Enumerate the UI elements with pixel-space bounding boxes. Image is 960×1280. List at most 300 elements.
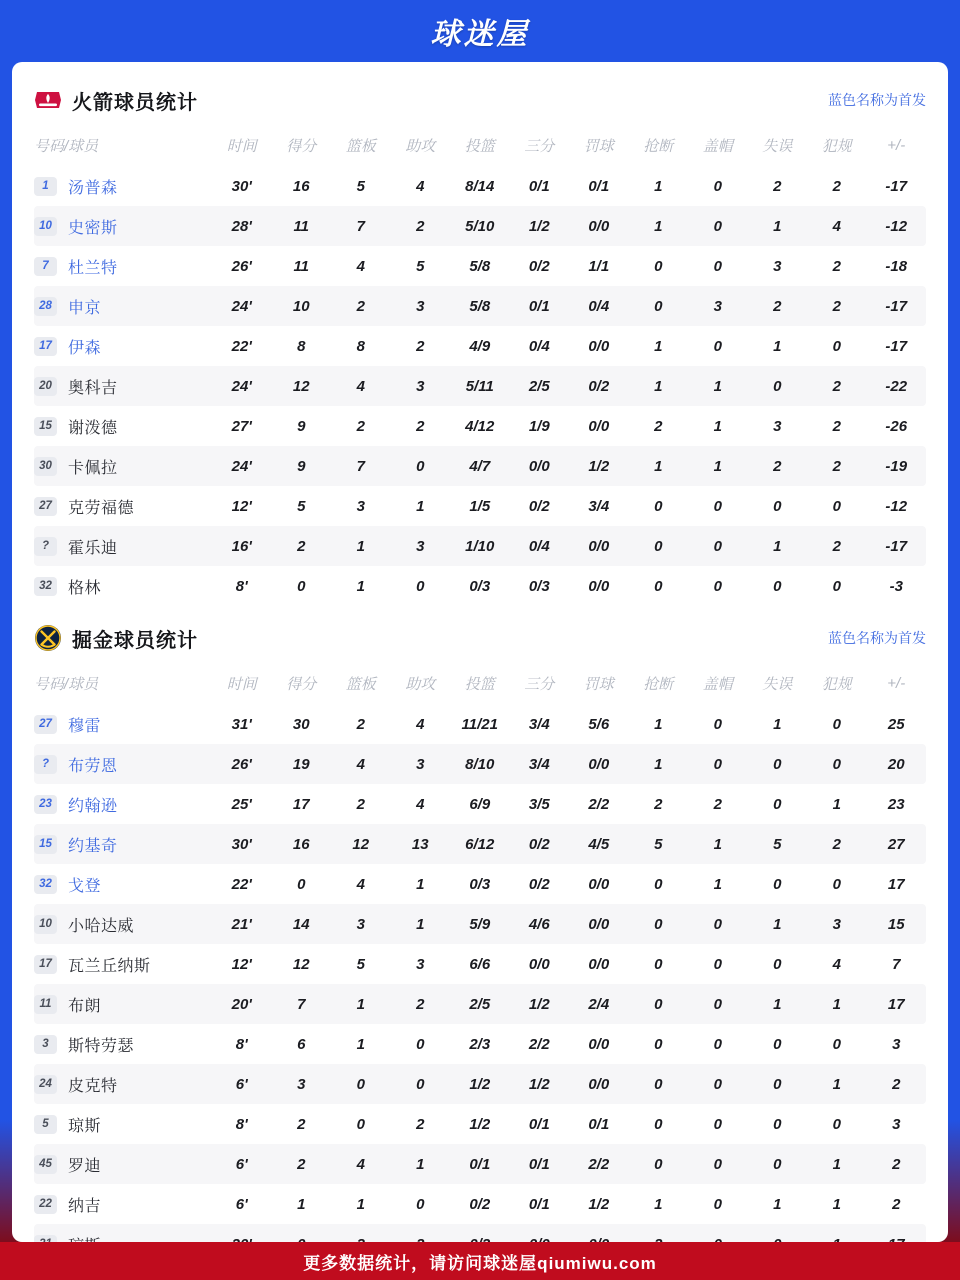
player-cell [34, 753, 212, 776]
stat-value: 3 [416, 537, 425, 555]
stat-value: 0/2 [528, 497, 550, 515]
stat-value: 0 [654, 1075, 663, 1093]
stat-value: 0 [654, 257, 663, 275]
stat-value: 1 [832, 795, 841, 813]
player-row [34, 864, 926, 904]
stat-value: 0 [713, 577, 722, 595]
player-name[interactable]: 纳吉 [68, 1197, 102, 1215]
player-cell [34, 415, 212, 438]
jersey-number-badge: 1 [34, 177, 57, 196]
stat-value: -17 [885, 337, 908, 355]
player-name[interactable]: 布劳恩 [68, 757, 118, 775]
stat-value: 0 [713, 755, 722, 773]
stat-value: 16' [231, 537, 252, 555]
stat-value: 0/0 [588, 755, 610, 773]
stat-value: 0 [773, 377, 782, 395]
stat-value: 5 [356, 177, 365, 195]
stat-value: -17 [885, 297, 908, 315]
stat-value: 0/4 [528, 537, 550, 555]
stat-value: 1/2 [528, 995, 550, 1013]
rockets-section [34, 76, 926, 606]
stat-value: 1 [713, 835, 722, 853]
stat-value: 2 [773, 297, 782, 315]
stat-value: 7 [356, 217, 365, 235]
stat-value: 3/4 [528, 715, 550, 733]
stat-value: 0 [773, 1115, 782, 1133]
stat-value: 0 [773, 1035, 782, 1053]
jersey-number-badge: 27 [34, 497, 57, 516]
stat-value: 2 [416, 217, 425, 235]
column-header: 盖帽 [702, 137, 733, 155]
stat-value: 0 [713, 217, 722, 235]
stat-value: 8/14 [465, 177, 495, 195]
stat-value: 0 [713, 337, 722, 355]
stat-value: 0/2 [528, 875, 550, 893]
stat-value: 2 [773, 457, 782, 475]
stat-value: 12' [231, 955, 252, 973]
player-cell [34, 953, 212, 976]
stat-value: 0 [654, 875, 663, 893]
stat-value: 1 [654, 377, 663, 395]
stat-value: 4 [832, 217, 841, 235]
stat-value: 0/0 [588, 955, 610, 973]
stat-value: 2 [416, 337, 425, 355]
stat-value: 1/2 [469, 1115, 491, 1133]
stat-value: 26' [231, 257, 252, 275]
stat-value: 0 [654, 955, 663, 973]
stat-value: 24' [231, 457, 252, 475]
stat-value: 1 [713, 457, 722, 475]
player-row [34, 904, 926, 944]
nuggets-section [34, 614, 926, 1264]
stat-value: 0/0 [588, 915, 610, 933]
stat-value: 0/0 [528, 457, 550, 475]
stat-value: 0/0 [588, 1075, 610, 1093]
stat-value: 0 [713, 1035, 722, 1053]
section-header [34, 614, 926, 662]
stat-value: 0 [773, 1075, 782, 1093]
stat-value: 2/4 [588, 995, 610, 1013]
player-name[interactable]: 汤普森 [68, 179, 118, 197]
stat-value: -17 [885, 177, 908, 195]
stat-value: 0/2 [588, 377, 610, 395]
stat-value: 0 [356, 1075, 365, 1093]
player-row [34, 1144, 926, 1184]
stat-value: 28' [231, 217, 252, 235]
stat-value: 0/0 [588, 217, 610, 235]
stat-value: 4 [416, 177, 425, 195]
stat-value: 1 [773, 537, 782, 555]
stat-value: 2/2 [588, 795, 610, 813]
stat-value: 1 [654, 337, 663, 355]
stat-value: 8' [235, 577, 248, 595]
stat-value: 25' [231, 795, 252, 813]
player-cell [34, 1073, 212, 1096]
player-row [34, 406, 926, 446]
stat-value: 24' [231, 377, 252, 395]
stat-value: 10 [292, 297, 310, 315]
stat-value: 2 [892, 1195, 901, 1213]
player-name[interactable]: 霍乐迪 [68, 539, 118, 557]
stat-value: 0 [654, 497, 663, 515]
stat-value: 5/9 [469, 915, 491, 933]
stat-value: 0/2 [528, 835, 550, 853]
stat-value: 2 [892, 1075, 901, 1093]
stat-value: 1 [356, 577, 365, 595]
stat-value: 0 [773, 875, 782, 893]
stat-value: 1 [832, 1195, 841, 1213]
stat-value: 0 [654, 1155, 663, 1173]
stat-value: 4 [356, 755, 365, 773]
stat-value: 2 [297, 537, 306, 555]
column-header: 犯规 [821, 137, 852, 155]
column-header: 失误 [762, 675, 793, 693]
stat-value: 3 [773, 257, 782, 275]
stat-value: 0 [654, 577, 663, 595]
stat-value: 1/10 [465, 537, 495, 555]
stat-value: 27 [887, 835, 905, 853]
stat-value: 0 [654, 1035, 663, 1053]
stat-value: 1 [416, 497, 425, 515]
stat-value: 2 [773, 177, 782, 195]
stat-value: 1 [356, 537, 365, 555]
stat-value: 1/2 [528, 217, 550, 235]
player-table [34, 166, 926, 606]
stat-value: -18 [885, 257, 908, 275]
stat-value: 1 [773, 715, 782, 733]
player-name[interactable]: 约基奇 [68, 837, 118, 855]
player-name[interactable]: 琼斯 [68, 1117, 102, 1135]
player-cell [34, 455, 212, 478]
stat-value: 5 [416, 257, 425, 275]
player-name[interactable]: 伊森 [68, 339, 102, 357]
stat-value: 2 [654, 795, 663, 813]
stat-value: 2 [892, 1155, 901, 1173]
stat-value: 21' [231, 915, 252, 933]
stat-value: 31' [231, 715, 252, 733]
stat-value: 0 [713, 177, 722, 195]
stat-value: 1 [416, 875, 425, 893]
stat-value: 16 [292, 835, 310, 853]
stat-value: 0/0 [588, 417, 610, 435]
stat-value: 0/4 [588, 297, 610, 315]
player-name[interactable]: 杜兰特 [68, 259, 118, 277]
nuggets-logo-icon [34, 624, 62, 652]
jersey-number-badge: 20 [34, 377, 57, 396]
stat-value: -12 [885, 217, 908, 235]
player-cell [34, 175, 212, 198]
player-row [34, 704, 926, 744]
stat-value: 0/0 [588, 875, 610, 893]
column-header: 时间 [226, 137, 257, 155]
qiumiwu-logo: 球迷屋 [430, 18, 530, 51]
stat-value: 0 [832, 715, 841, 733]
column-header: 得分 [286, 137, 317, 155]
stat-value: 5 [654, 835, 663, 853]
stat-value: 0 [713, 1195, 722, 1213]
player-row [34, 944, 926, 984]
player-row [34, 326, 926, 366]
stat-value: -3 [889, 577, 903, 595]
starter-note: 蓝色名称为首发 [828, 630, 926, 646]
stat-value: 3/4 [588, 497, 610, 515]
stat-value: -17 [885, 537, 908, 555]
player-row [34, 566, 926, 606]
stat-value: 3 [356, 915, 365, 933]
stat-value: 6/9 [469, 795, 491, 813]
stat-value: 11 [293, 217, 310, 235]
stat-value: 1 [773, 995, 782, 1013]
player-row [34, 744, 926, 784]
player-name[interactable]: 罗迪 [68, 1157, 102, 1175]
stat-value: 0/1 [528, 1115, 550, 1133]
player-row [34, 784, 926, 824]
stat-value: 0/1 [528, 1155, 550, 1173]
app-footer [0, 1242, 960, 1280]
stat-value: 4 [832, 955, 841, 973]
player-cell [34, 1033, 212, 1056]
stat-value: 8' [235, 1035, 248, 1053]
stat-value: 5/8 [469, 257, 491, 275]
stat-value: 0 [773, 1155, 782, 1173]
player-cell [34, 1193, 212, 1216]
stat-value: 0/0 [528, 955, 550, 973]
stat-value: 0 [773, 577, 782, 595]
stat-value: 0 [832, 577, 841, 595]
jersey-number-badge: 23 [34, 795, 57, 814]
stat-value: 5/8 [469, 297, 491, 315]
stat-value: 1/9 [528, 417, 550, 435]
column-header: 得分 [286, 675, 317, 693]
stat-value: 14 [292, 915, 310, 933]
player-name[interactable]: 奥科吉 [68, 379, 118, 397]
player-name[interactable]: 小哈达威 [68, 917, 135, 935]
stat-value: 19 [292, 755, 310, 773]
stat-value: 2 [832, 835, 841, 853]
stat-value: 0/1 [588, 1115, 610, 1133]
player-row [34, 166, 926, 206]
stat-value: 2 [832, 417, 841, 435]
jersey-number-badge: 22 [34, 1195, 57, 1214]
stat-value: 30' [231, 835, 252, 853]
stat-value: 0 [832, 337, 841, 355]
stat-value: 0 [654, 1115, 663, 1133]
stat-value: 1 [773, 217, 782, 235]
stat-value: 2/5 [469, 995, 491, 1013]
stat-value: 1 [297, 1195, 306, 1213]
stat-value: 3 [356, 497, 365, 515]
stat-value: 3 [773, 417, 782, 435]
stat-value: -12 [885, 497, 908, 515]
player-name[interactable]: 斯特劳瑟 [68, 1037, 135, 1055]
player-cell [34, 993, 212, 1016]
player-row [34, 1024, 926, 1064]
player-cell [34, 295, 212, 318]
jersey-number-badge: 17 [34, 337, 57, 356]
stat-value: 3 [297, 1075, 306, 1093]
stat-value: 13 [411, 835, 429, 853]
stat-value: 6' [235, 1155, 248, 1173]
stat-value: 12 [292, 377, 310, 395]
stat-value: 0 [654, 995, 663, 1013]
stat-value: 0/3 [528, 577, 550, 595]
stat-value: 2 [832, 457, 841, 475]
stat-value: 1 [832, 995, 841, 1013]
player-name[interactable]: 穆雷 [68, 717, 102, 735]
jersey-number-badge: 32 [34, 577, 57, 596]
stat-value: 4/6 [528, 915, 550, 933]
section-title: 火箭球员统计 [72, 91, 198, 114]
stat-value: 1 [773, 1195, 782, 1213]
stat-value: 0 [773, 755, 782, 773]
player-cell [34, 575, 212, 598]
stat-value: 6/6 [469, 955, 491, 973]
column-header: 助攻 [405, 675, 436, 693]
jersey-number-badge: 10 [34, 217, 57, 236]
stat-value: 4/12 [465, 417, 495, 435]
player-cell [34, 913, 212, 936]
stat-value: 5/11 [465, 377, 494, 395]
stat-value: 0 [416, 577, 425, 595]
stat-value: 0/3 [469, 875, 491, 893]
stat-value: 4 [356, 875, 365, 893]
stat-value: 9 [297, 457, 306, 475]
stat-value: 2/5 [528, 377, 550, 395]
stat-value: 1/5 [469, 497, 491, 515]
stat-value: 24' [231, 297, 252, 315]
stat-value: 2/2 [588, 1155, 610, 1173]
stat-value: 1 [654, 177, 663, 195]
player-cell [34, 335, 212, 358]
stat-value: 0 [832, 497, 841, 515]
stat-value: 2 [832, 377, 841, 395]
stat-value: 0 [773, 955, 782, 973]
stat-value: 6' [235, 1075, 248, 1093]
stat-value: 0 [832, 875, 841, 893]
player-cell [34, 713, 212, 736]
footer-text: 更多数据统计，请访问球迷屋qiumiwu.com [303, 1253, 657, 1273]
stat-value: -26 [885, 417, 908, 435]
stat-value: 30' [231, 177, 252, 195]
stat-value: 2 [654, 417, 663, 435]
stat-value: 2 [356, 297, 365, 315]
player-cell [34, 1113, 212, 1136]
jersey-number-badge: 24 [34, 1075, 57, 1094]
player-row [34, 286, 926, 326]
player-name[interactable]: 申京 [68, 299, 102, 317]
stat-value: 0 [832, 1035, 841, 1053]
column-header-row [34, 662, 926, 704]
stat-value: 0/4 [528, 337, 550, 355]
stat-value: 0/3 [469, 577, 491, 595]
stat-value: 1/2 [588, 1195, 610, 1213]
jersey-number-badge: ? [34, 537, 57, 556]
stat-value: 12' [231, 497, 252, 515]
stat-value: 2 [356, 795, 365, 813]
player-name[interactable]: 谢泼德 [68, 419, 118, 437]
player-name[interactable]: 克劳福德 [68, 499, 135, 517]
stat-value: 2 [832, 177, 841, 195]
stat-value: -22 [885, 377, 908, 395]
stat-value: 17 [887, 875, 905, 893]
stat-value: 30 [292, 715, 310, 733]
stat-value: 7 [356, 457, 365, 475]
stat-value: 0 [416, 457, 425, 475]
stat-value: 26' [231, 755, 252, 773]
stat-value: 3 [416, 755, 425, 773]
stat-value: 7 [892, 955, 901, 973]
stat-value: 1 [654, 715, 663, 733]
player-name[interactable]: 格林 [68, 579, 102, 597]
stat-value: 0 [713, 955, 722, 973]
stat-value: 0/0 [588, 577, 610, 595]
jersey-number-badge: 10 [34, 915, 57, 934]
player-row [34, 1184, 926, 1224]
jersey-number-badge: 30 [34, 457, 57, 476]
stat-value: 1 [654, 755, 663, 773]
stat-value: 0 [713, 537, 722, 555]
jersey-number-badge: 11 [34, 995, 57, 1014]
column-header: 号码/球员 [34, 675, 99, 693]
stat-value: 12 [352, 835, 370, 853]
stat-value: 0 [713, 1075, 722, 1093]
stat-value: 8' [235, 1115, 248, 1133]
stat-value: 0 [356, 1115, 365, 1133]
player-name[interactable]: 戈登 [68, 877, 102, 895]
player-name[interactable]: 瓦兰丘纳斯 [68, 957, 151, 975]
stat-value: 0/0 [588, 337, 610, 355]
player-name[interactable]: 布朗 [68, 997, 102, 1015]
stat-value: 0 [416, 1195, 425, 1213]
stat-value: 2/3 [469, 1035, 491, 1053]
stat-value: 6/12 [465, 835, 495, 853]
player-name[interactable]: 卡佩拉 [68, 459, 118, 477]
stat-value: 1 [713, 417, 722, 435]
player-name[interactable]: 约翰逊 [68, 797, 118, 815]
stat-value: 16 [292, 177, 310, 195]
player-cell [34, 215, 212, 238]
column-header: +/- [887, 136, 906, 154]
stat-value: 1 [713, 875, 722, 893]
jersey-number-badge: ? [34, 755, 57, 774]
stat-value: 0 [654, 297, 663, 315]
player-row [34, 984, 926, 1024]
player-name[interactable]: 史密斯 [68, 219, 118, 237]
stat-value: 1 [713, 377, 722, 395]
stat-value: 3 [892, 1035, 901, 1053]
player-cell [34, 1153, 212, 1176]
stats-card [12, 62, 948, 1242]
player-row [34, 824, 926, 864]
column-header: 投篮 [464, 675, 495, 693]
column-header: 犯规 [821, 675, 852, 693]
stat-value: 1 [416, 1155, 425, 1173]
stat-value: 0 [832, 1115, 841, 1133]
stat-value: 20' [231, 995, 252, 1013]
stat-value: 12 [292, 955, 310, 973]
column-header: 失误 [762, 137, 793, 155]
stat-value: 3/4 [528, 755, 550, 773]
player-row [34, 526, 926, 566]
stat-value: 2 [297, 1115, 306, 1133]
stat-value: 0/1 [528, 177, 550, 195]
player-name[interactable]: 皮克特 [68, 1077, 118, 1095]
stat-value: 0 [297, 875, 306, 893]
stat-value: 0 [713, 995, 722, 1013]
stat-value: 0 [713, 497, 722, 515]
jersey-number-badge: 15 [34, 417, 57, 436]
stat-value: 3 [713, 297, 722, 315]
